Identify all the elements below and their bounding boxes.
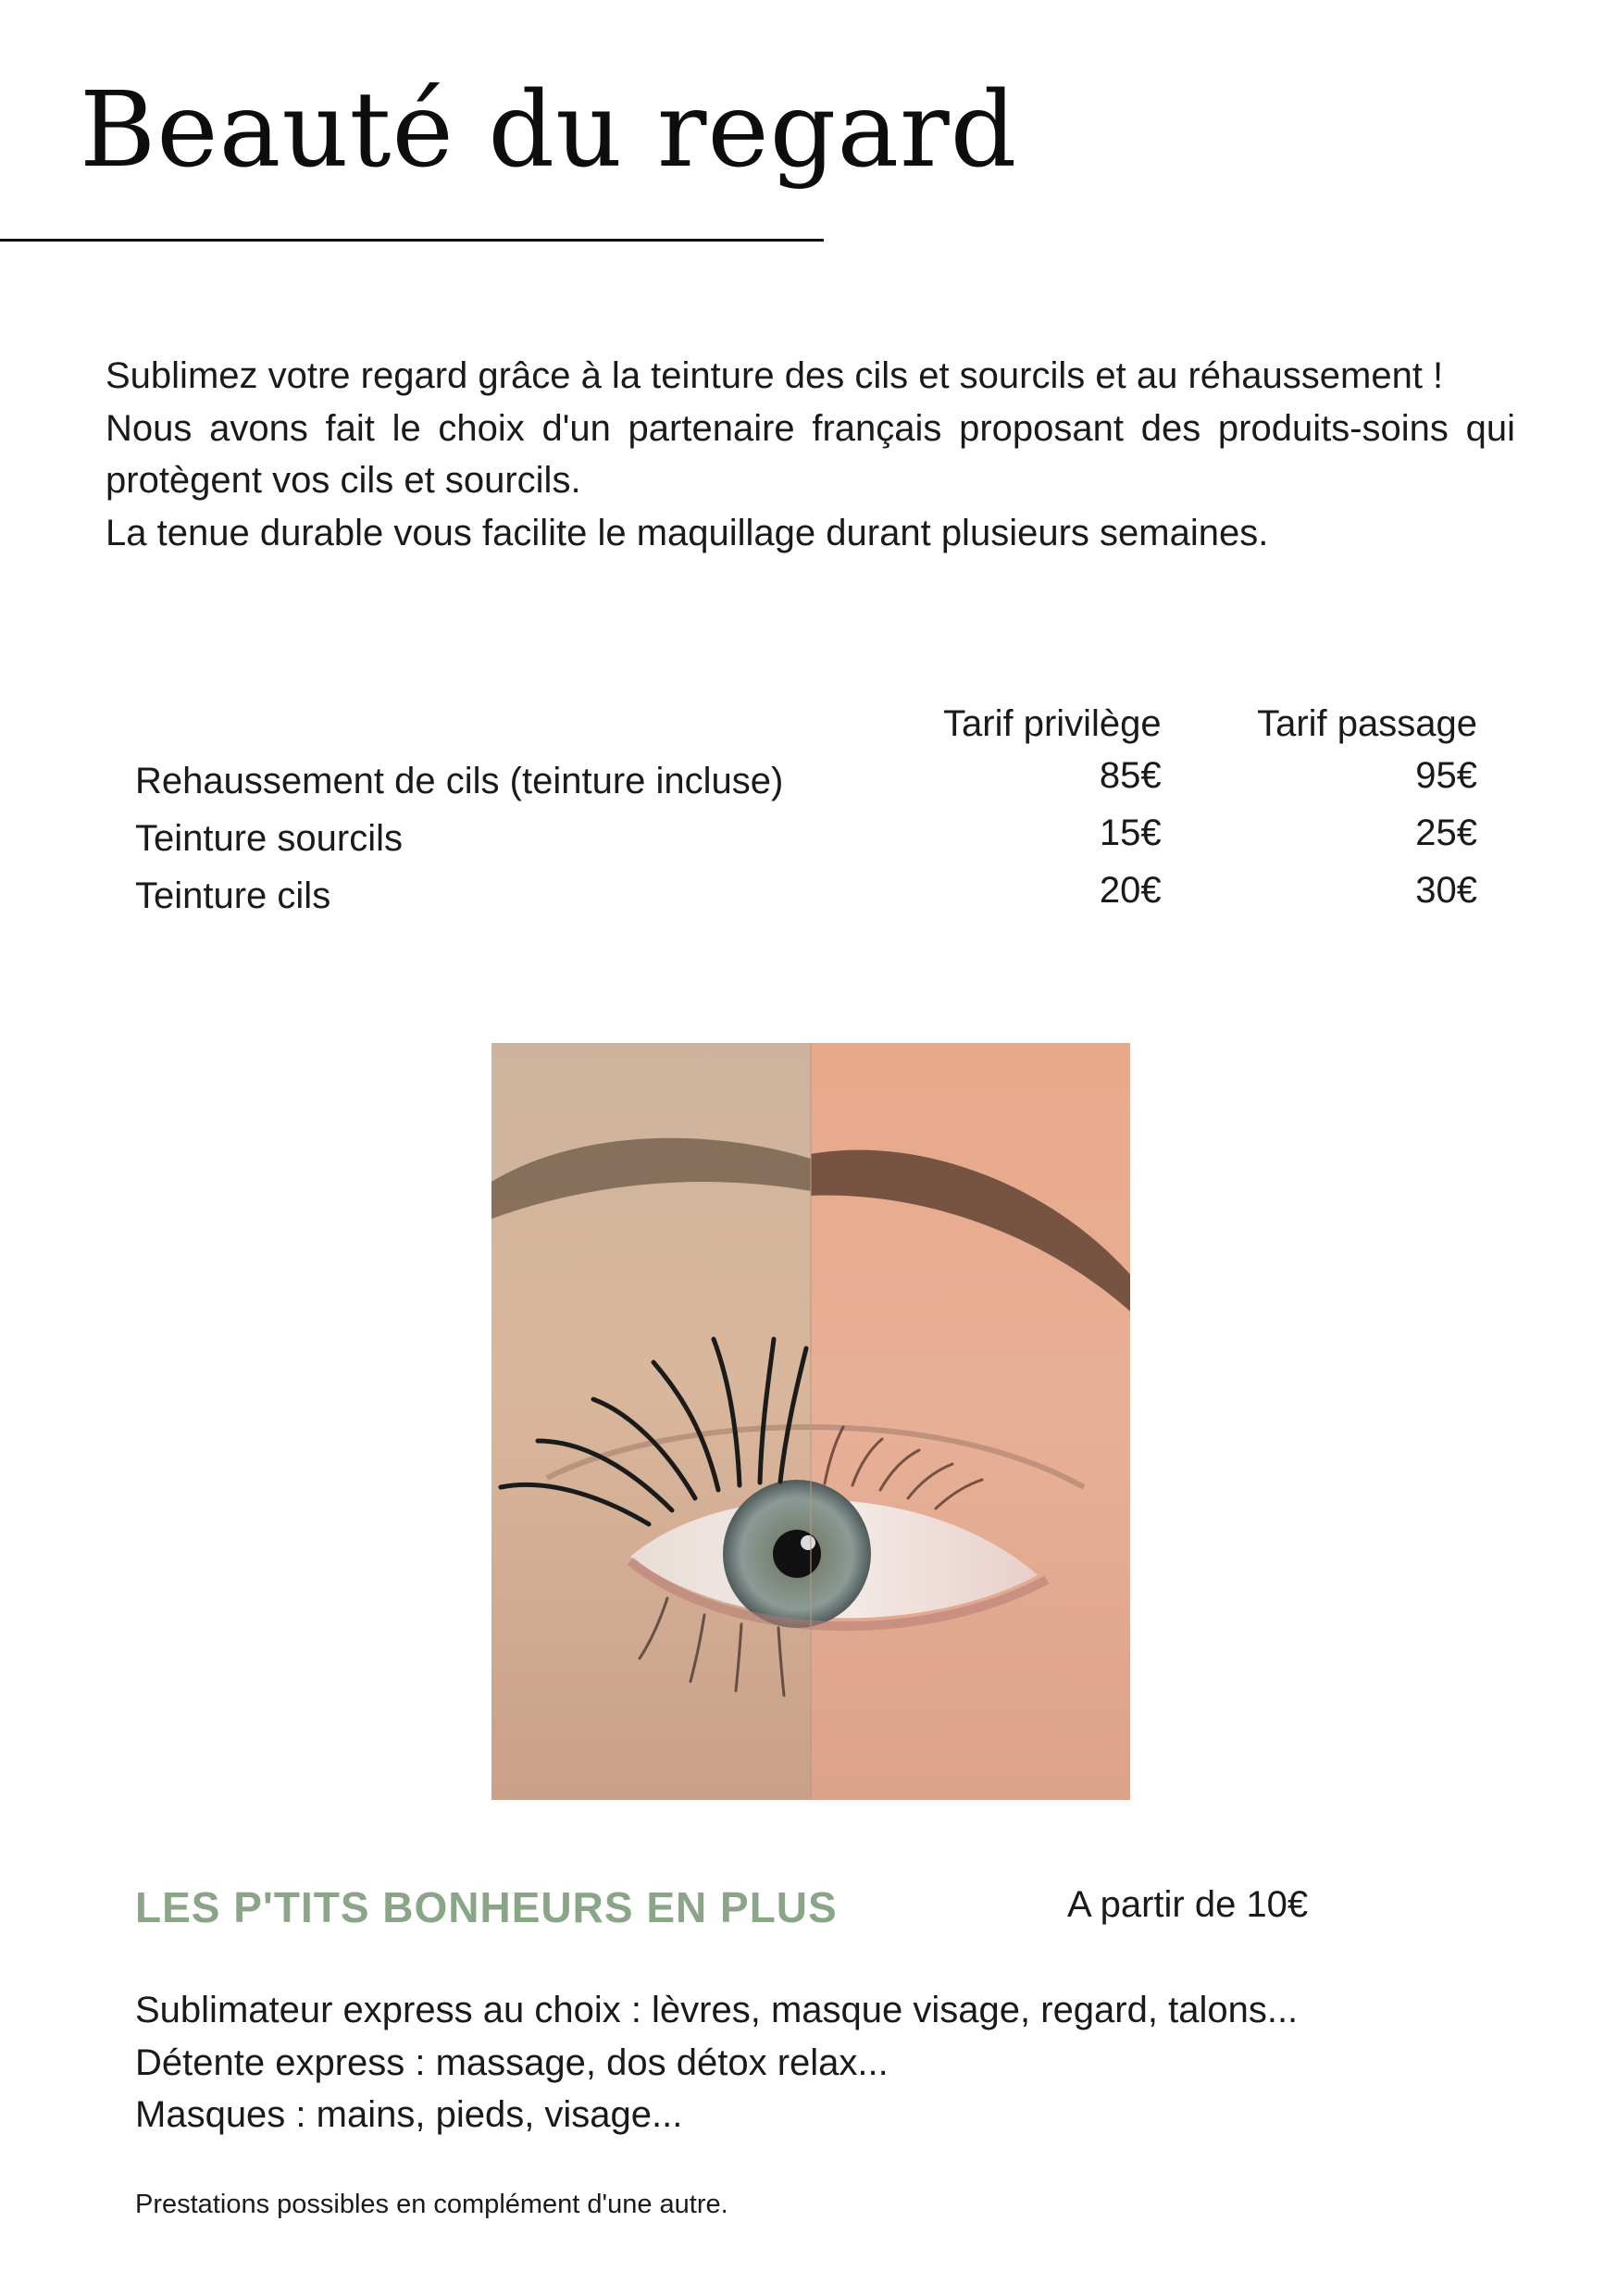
price-privilege: 85€ <box>1099 755 1162 796</box>
price-privilege: 20€ <box>1099 870 1162 911</box>
extras-price: A partir de 10€ <box>1067 1884 1309 1925</box>
service-name: Rehaussement de cils (teinture incluse) <box>135 761 784 801</box>
intro-text <box>106 350 1515 559</box>
footnote: Prestations possibles en complément d'une autre. <box>135 2190 728 2219</box>
table-row <box>135 870 1477 927</box>
header-tarif-passage: Tarif passage <box>1257 703 1477 744</box>
table-row <box>135 755 1477 813</box>
price-passage: 95€ <box>1415 755 1477 796</box>
extras-list <box>135 1984 1298 2141</box>
header-service <box>135 703 880 755</box>
list-item: Sublimateur express au choix : lèvres, masque visage, regard, talons... <box>135 1990 1299 2030</box>
price-table-header <box>135 703 1477 755</box>
intro-paragraph-1: Sublimez votre regard grâce à la teinture des cils et sourcils et au réhaussement ! <box>106 355 1444 396</box>
price-table <box>135 703 1477 927</box>
header-tarif-privilege: Tarif privilège <box>943 703 1162 744</box>
eye-before-after-photo <box>491 1043 1130 1800</box>
list-item: Masques : mains, pieds, visage... <box>135 2094 683 2135</box>
service-name: Teinture sourcils <box>135 818 404 859</box>
page-title: Beauté du regard <box>80 70 1018 191</box>
price-passage: 30€ <box>1415 870 1477 911</box>
list-item: Détente express : massage, dos détox relax... <box>135 2042 889 2083</box>
intro-paragraph-2: Nous avons fait le choix d'un partenaire français proposant des produits-soins qui protègent vos cils et sourcils. <box>106 407 1515 501</box>
intro-paragraph-3: La tenue durable vous facilite le maquillage durant plusieurs semaines. <box>106 512 1269 553</box>
price-passage: 25€ <box>1415 813 1477 853</box>
price-privilege: 15€ <box>1099 813 1162 853</box>
service-name: Teinture cils <box>135 875 331 916</box>
extras-title: LES P'TITS BONHEURS EN PLUS <box>135 1883 838 1931</box>
title-divider <box>0 239 824 242</box>
table-row <box>135 813 1477 870</box>
